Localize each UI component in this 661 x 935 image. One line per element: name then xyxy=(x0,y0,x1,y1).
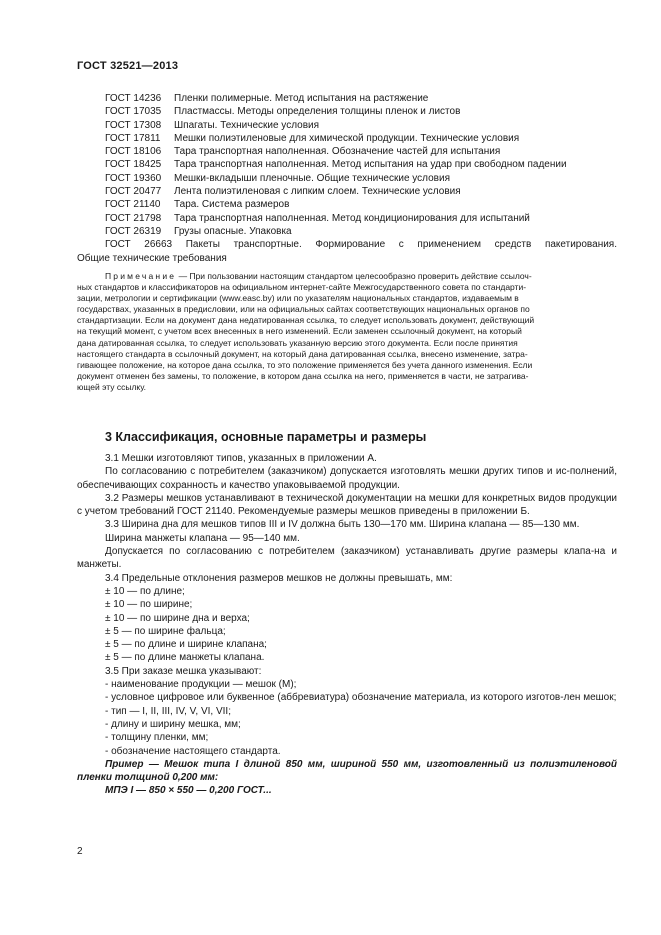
paragraph: Допускается по согласованию с потребителем (заказчиком) устанавливать другие размеры клапа-на и манжеты. xyxy=(77,546,617,571)
note-line: на текущий момент, с учетом всех внесенных в него изменений. Если заменен ссылочный документ, на который xyxy=(77,326,522,337)
reference-title: Лента полиэтиленовая с липким слоем. Технические условия xyxy=(174,186,461,198)
reference-code: ГОСТ 18425 xyxy=(105,159,162,171)
note-line: государствах, указанных в предисловии, или на официальных сайтах соответствующих национальных органов по xyxy=(77,304,530,315)
section-title: 3 Классификация, основные параметры и размеры xyxy=(105,430,427,444)
note-line: настоящего стандарта в ссылочный документ, на который дана датированная ссылка, внесено изменение, затра- xyxy=(77,348,528,359)
reference-item xyxy=(105,105,617,118)
reference-item xyxy=(105,158,617,171)
order-item: - наименование продукции — мешок (М); xyxy=(105,679,297,691)
reference-title: Мешки полиэтиленовые для химической продукции. Технические условия xyxy=(174,132,520,144)
reference-code: ГОСТ 14236 xyxy=(105,93,162,104)
paragraph: 3.3 Ширина дна для мешков типов III и IV должна быть 130—170 мм. Ширина клапана — 85—130 мм. xyxy=(105,519,580,531)
paragraph: 3.5 При заказе мешка указывают: xyxy=(105,665,262,677)
reference-item xyxy=(105,172,617,185)
note-line: ных стандартов и классификаторов на официальном интернет-сайте Межгосударственного совета по стандарти- xyxy=(77,282,527,293)
paragraph: 3.2 Размеры мешков устанавливают в технической документации на мешки для конкретных видов продукции с учетом требований ГОСТ 21140. Рекомендуемые размеры мешков приведены в приложении Б. xyxy=(77,492,617,518)
order-item: - длину и ширину мешка, мм; xyxy=(105,718,241,730)
reference-title: Грузы опасные. Упаковка xyxy=(174,225,292,237)
reference-code: ГОСТ 17308 xyxy=(105,119,162,131)
note-line: дана датированная ссылка, то следует использовать указанную версию этого документа. Если после принятия xyxy=(77,337,518,348)
paragraph: Ширина манжеты клапана — 95—140 мм. xyxy=(105,532,300,544)
tolerance-item: ± 10 — по ширине дна и верха; xyxy=(105,612,250,624)
reference-code: ГОСТ 17811 xyxy=(105,132,161,144)
reference-title: Мешки-вкладыши пленочные. Общие технические условия xyxy=(174,172,450,184)
reference-title: Тара транспортная наполненная. Обозначение частей для испытания xyxy=(174,146,501,158)
paragraph: 3.1 Мешки изготовляют типов, указанных в приложении А. xyxy=(105,453,377,464)
note-label: Примечание xyxy=(105,271,177,281)
tolerance-item: ± 10 — по ширине; xyxy=(105,599,193,611)
reference-title: Тара транспортная наполненная. Метод кондиционирования для испытаний xyxy=(174,212,530,224)
note-text: — При пользовании настоящим стандартом целесообразно проверить действие ссылоч- xyxy=(178,271,532,281)
reference-code: ГОСТ 18106 xyxy=(105,146,162,158)
normative-references-list xyxy=(77,92,617,265)
reference-code: ГОСТ 21140 xyxy=(105,199,161,211)
example-designation: МПЭ I — 850 × 550 — 0,200 ГОСТ... xyxy=(105,785,272,797)
reference-item xyxy=(105,198,617,211)
reference-code: ГОСТ 17035 xyxy=(105,106,162,118)
reference-item xyxy=(105,132,617,145)
note-line xyxy=(77,271,617,282)
example-paragraph: Пример — Мешок типа I длиной 850 мм, шириной 550 мм, изготовленный из полиэтиленовой пленки толщиной 0,200 мм: xyxy=(77,758,617,784)
reference-code: ГОСТ 26319 xyxy=(105,225,162,237)
reference-code: ГОСТ 21798 xyxy=(105,212,162,224)
reference-code: ГОСТ 19360 xyxy=(105,172,162,184)
reference-code: ГОСТ 20477 xyxy=(105,186,162,198)
order-item: - тип — I, II, III, IV, V, VI, VII; xyxy=(105,705,231,717)
document-header: ГОСТ 32521—2013 xyxy=(77,60,179,72)
reference-title: Тара. Система размеров xyxy=(174,199,290,211)
note-line: ющей эту ссылку. xyxy=(77,381,147,392)
reference-title: Пленки полимерные. Метод испытания на растяжение xyxy=(174,93,429,104)
reference-item xyxy=(105,185,617,198)
reference-item xyxy=(105,212,617,225)
tolerance-item: ± 5 — по длине манжеты клапана. xyxy=(105,652,265,664)
reference-item-last-continuation: Общие технические требования xyxy=(77,252,227,264)
note-line: стандартизации. Если на документ дана недатированная ссылка, то следует использовать документ, действующий xyxy=(77,315,535,326)
reference-item-last: ГОСТ 26663 Пакеты транспортные. Формирование с применением средств пакетирования. xyxy=(105,239,617,251)
reference-item xyxy=(105,119,617,132)
order-item: - обозначение настоящего стандарта. xyxy=(105,745,281,757)
note-line: документ отменен без замены, то положение, в котором дана ссылка на него, применяется в части, не затрагива- xyxy=(77,370,529,381)
reference-item xyxy=(105,92,617,105)
tolerance-item: ± 5 — по длине и ширине клапана; xyxy=(105,639,267,651)
paragraph: 3.4 Предельные отклонения размеров мешков не должны превышать, мм: xyxy=(105,572,453,584)
section-body xyxy=(77,452,617,798)
reference-title: Шпагаты. Технические условия xyxy=(174,119,320,131)
reference-title: Пластмассы. Методы определения толщины пленок и листов xyxy=(174,106,461,118)
references-note xyxy=(77,271,617,393)
note-line: гивающее положение, на которое дана ссылка, то это положение применяется без учета данного изменения. Если xyxy=(77,359,533,370)
paragraph: По согласованию с потребителем (заказчиком) допускается изготовлять мешки других типов и ис-полнений, обеспечивающих сохранность и качество упаковываемой продукции. xyxy=(77,466,617,491)
reference-item xyxy=(105,225,617,238)
tolerance-item: ± 5 — по ширине фальца; xyxy=(105,625,226,637)
order-item: - условное цифровое или буквенное (аббревиатура) обозначение материала, из которого изготов-лен мешок; xyxy=(105,692,617,704)
reference-title: Тара транспортная наполненная. Метод испытания на удар при свободном падении xyxy=(174,159,567,171)
reference-item xyxy=(105,145,617,158)
tolerance-item: ± 10 — по длине; xyxy=(105,585,185,597)
order-item: - толщину пленки, мм; xyxy=(105,732,209,744)
note-line: зации, метрологии и сертификации (www.easc.by) или по указателям национальных стандартов, издаваемым в xyxy=(77,293,519,304)
page-number: 2 xyxy=(77,846,83,857)
